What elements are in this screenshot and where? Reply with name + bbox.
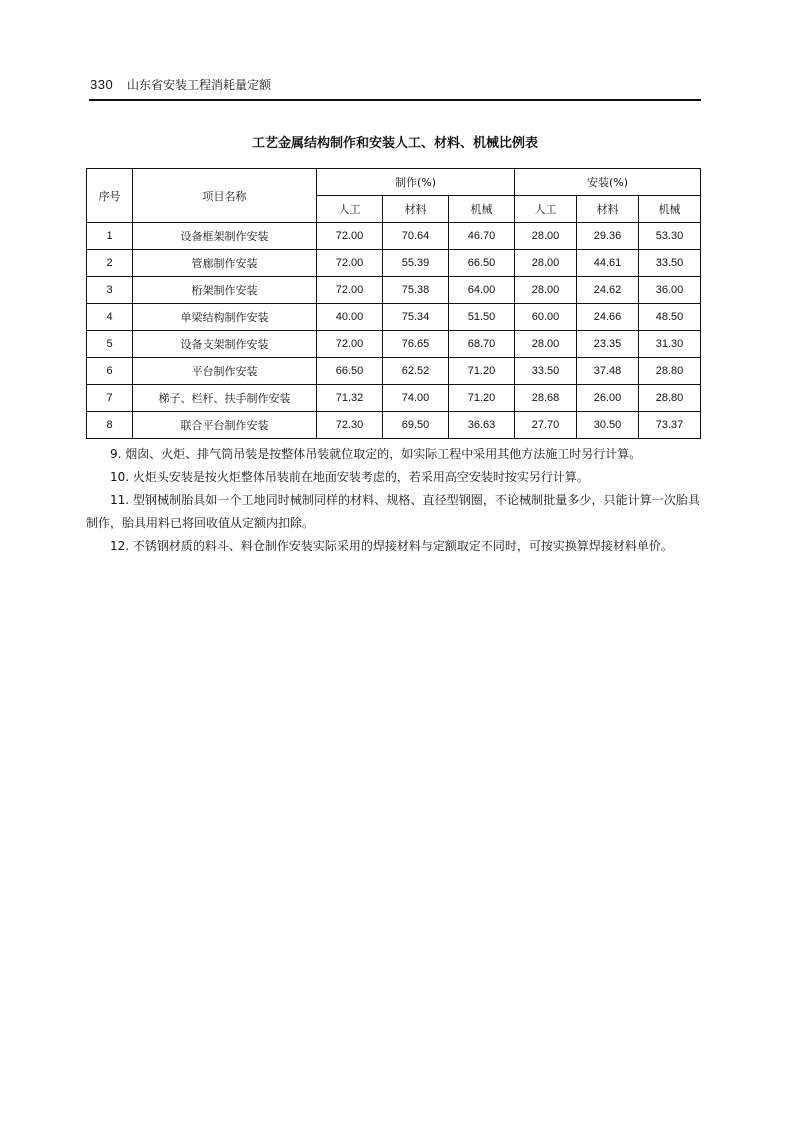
cell-install-material: 29.36: [577, 223, 639, 250]
cell-make-labor: 66.50: [317, 358, 383, 385]
cell-no: 6: [87, 358, 133, 385]
cell-item-name: 单梁结构制作安装: [133, 304, 317, 331]
cell-make-machine: 46.70: [449, 223, 515, 250]
sub-header-make-labor: 人工: [317, 196, 383, 223]
cell-make-labor: 40.00: [317, 304, 383, 331]
table-row: [87, 412, 701, 439]
book-title: 山东省安装工程消耗量定额: [127, 78, 272, 92]
cell-install-labor: 27.70: [515, 412, 577, 439]
cell-no: 3: [87, 277, 133, 304]
cell-install-machine: 28.80: [639, 358, 701, 385]
sub-header-install-labor: 人工: [515, 196, 577, 223]
table-row: [87, 250, 701, 277]
cell-install-labor: 28.00: [515, 223, 577, 250]
cell-install-material: 24.66: [577, 304, 639, 331]
cell-install-machine: 48.50: [639, 304, 701, 331]
cell-install-labor: 60.00: [515, 304, 577, 331]
cell-make-material: 76.65: [383, 331, 449, 358]
cell-install-machine: 73.37: [639, 412, 701, 439]
cell-install-labor: 28.68: [515, 385, 577, 412]
notes-section: [86, 443, 700, 558]
cell-install-labor: 28.00: [515, 250, 577, 277]
cell-item-name: 联合平台制作安装: [133, 412, 317, 439]
table-row: [87, 277, 701, 304]
note-paragraph: 11. 型钢械制胎具如一个工地同时械制同样的材料、规格、直径型钢圈，不论械制批量多少，只能计算一次胎具制作，胎具用料已将回收值从定额内扣除。: [86, 493, 700, 530]
table-row: [87, 304, 701, 331]
cell-install-machine: 53.30: [639, 223, 701, 250]
ratio-table: [86, 168, 701, 439]
sub-header-install-material: 材料: [577, 196, 639, 223]
table-row: [87, 223, 701, 250]
note-paragraph: 9. 烟囱、火炬、排气筒吊装是按整体吊装就位取定的，如实际工程中采用其他方法施工时另行计算。: [110, 447, 642, 461]
cell-make-material: 70.64: [383, 223, 449, 250]
cell-no: 4: [87, 304, 133, 331]
cell-install-material: 26.00: [577, 385, 639, 412]
cell-install-material: 23.35: [577, 331, 639, 358]
cell-make-machine: 51.50: [449, 304, 515, 331]
sub-header-make-machine: 机械: [449, 196, 515, 223]
cell-install-machine: 36.00: [639, 277, 701, 304]
header-row-group: [87, 169, 701, 196]
cell-item-name: 管廊制作安装: [133, 250, 317, 277]
note-paragraph: 10. 火炬头安装是按火炬整体吊装前在地面安装考虑的，若采用高空安装时按实另行计算。: [110, 470, 589, 484]
cell-install-material: 44.61: [577, 250, 639, 277]
cell-item-name: 桁架制作安装: [133, 277, 317, 304]
cell-make-labor: 72.30: [317, 412, 383, 439]
cell-make-material: 75.38: [383, 277, 449, 304]
cell-make-material: 55.39: [383, 250, 449, 277]
cell-install-machine: 33.50: [639, 250, 701, 277]
cell-make-labor: 71.32: [317, 385, 383, 412]
cell-make-material: 62.52: [383, 358, 449, 385]
cell-make-material: 74.00: [383, 385, 449, 412]
cell-item-name: 设备支架制作安装: [133, 331, 317, 358]
note-paragraph: 12. 不锈钢材质的料斗、料仓制作安装实际采用的焊接材料与定额取定不同时，可按实换算焊接材料单价。: [110, 539, 673, 553]
cell-no: 1: [87, 223, 133, 250]
cell-make-machine: 71.20: [449, 385, 515, 412]
cell-make-machine: 68.70: [449, 331, 515, 358]
cell-make-labor: 72.00: [317, 331, 383, 358]
cell-item-name: 梯子、栏杆、扶手制作安装: [133, 385, 317, 412]
cell-install-material: 37.48: [577, 358, 639, 385]
table-row: [87, 358, 701, 385]
cell-make-machine: 66.50: [449, 250, 515, 277]
cell-no: 5: [87, 331, 133, 358]
table-row: [87, 385, 701, 412]
sub-header-install-machine: 机械: [639, 196, 701, 223]
col-header-no: 序号: [87, 169, 133, 223]
col-header-item: 项目名称: [133, 169, 317, 223]
cell-make-machine: 71.20: [449, 358, 515, 385]
group-header-make: 制作(%): [317, 169, 515, 196]
cell-make-labor: 72.00: [317, 277, 383, 304]
sub-header-make-material: 材料: [383, 196, 449, 223]
cell-make-labor: 72.00: [317, 223, 383, 250]
cell-item-name: 设备框架制作安装: [133, 223, 317, 250]
page-number: 330: [90, 77, 114, 92]
cell-install-labor: 33.50: [515, 358, 577, 385]
header-rule: [89, 99, 701, 101]
cell-install-labor: 28.00: [515, 277, 577, 304]
cell-no: 7: [87, 385, 133, 412]
cell-install-machine: 31.30: [639, 331, 701, 358]
group-header-install: 安装(%): [515, 169, 701, 196]
cell-item-name: 平台制作安装: [133, 358, 317, 385]
table-row: [87, 331, 701, 358]
cell-make-machine: 36.63: [449, 412, 515, 439]
cell-install-material: 30.50: [577, 412, 639, 439]
cell-install-material: 24.62: [577, 277, 639, 304]
cell-no: 8: [87, 412, 133, 439]
cell-make-labor: 72.00: [317, 250, 383, 277]
running-header: [90, 76, 700, 98]
cell-no: 2: [87, 250, 133, 277]
cell-make-material: 75.34: [383, 304, 449, 331]
cell-make-material: 69.50: [383, 412, 449, 439]
cell-install-labor: 28.00: [515, 331, 577, 358]
table-title: 工艺金属结构制作和安装人工、材料、机械比例表: [251, 136, 538, 151]
cell-install-machine: 28.80: [639, 385, 701, 412]
cell-make-machine: 64.00: [449, 277, 515, 304]
